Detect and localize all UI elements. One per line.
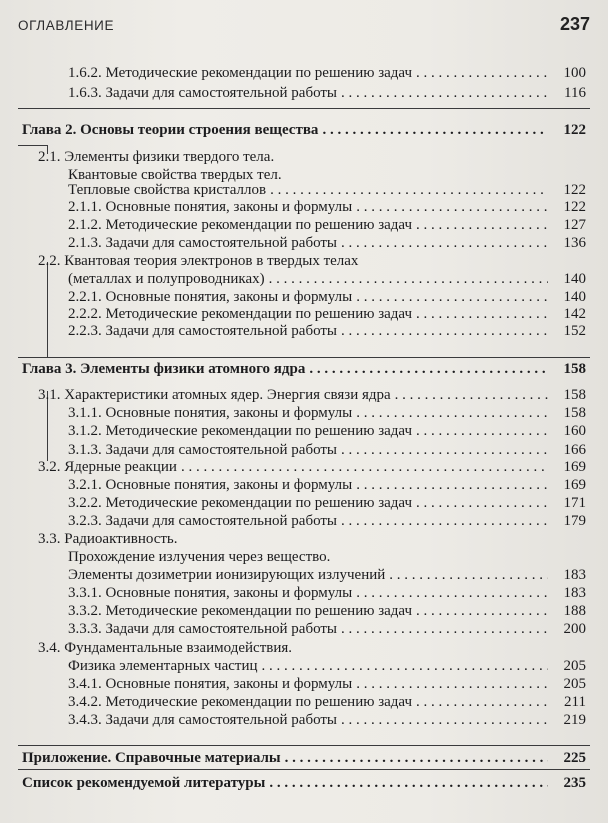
leader-dots	[262, 657, 548, 676]
leader-dots	[269, 774, 548, 793]
leader-dots	[341, 322, 548, 341]
toc-section-entry[interactable]	[38, 458, 586, 477]
leader-dots	[322, 121, 548, 140]
bracket-line	[47, 262, 48, 357]
toc-entry[interactable]	[68, 84, 586, 103]
toc-section-heading-line: Квантовые свойства твердых тел.	[68, 167, 282, 183]
toc-entry[interactable]	[68, 620, 586, 639]
leader-dots	[356, 584, 548, 603]
toc-entry-title: 2.1.1. Основные понятия, законы и формулы	[68, 199, 353, 215]
toc-entry[interactable]	[68, 404, 586, 423]
toc-entry-page: 205	[563, 658, 586, 674]
toc-entry-page: 122	[563, 182, 586, 198]
toc-entry[interactable]	[68, 422, 586, 441]
bracket-line	[18, 145, 48, 146]
leader-dots	[356, 404, 548, 423]
toc-entry-page: 169	[563, 459, 586, 475]
toc-entry-page: 211	[564, 694, 586, 710]
toc-entry-page: 116	[564, 85, 586, 101]
toc-entry[interactable]	[68, 512, 586, 531]
toc-entry-page: 140	[563, 289, 586, 305]
toc-entry-page: 122	[563, 199, 586, 215]
toc-entry-title: Тепловые свойства кристаллов	[68, 182, 267, 198]
toc-entry-title: Глава 3. Элементы физики атомного ядра	[22, 361, 306, 377]
toc-entry-title: 2.2.3. Задачи для самостоятельной работы	[68, 323, 338, 339]
leader-dots	[285, 749, 548, 768]
toc-entry-title: Элементы дозиметрии ионизирующих излучений	[68, 567, 386, 583]
toc-entry-page: 188	[563, 603, 586, 619]
leader-dots	[416, 494, 548, 513]
toc-entry-title: 2.1.3. Задачи для самостоятельной работы	[68, 235, 338, 251]
toc-entry-title: 3.1.3. Задачи для самостоятельной работы	[68, 442, 338, 458]
toc-section-entry[interactable]	[38, 386, 586, 405]
toc-entry-page: 152	[563, 323, 586, 339]
toc-section-heading[interactable]: 2.1. Элементы физики твердого тела.	[38, 149, 275, 165]
toc-entry-title: 3.3.3. Задачи для самостоятельной работы	[68, 621, 338, 637]
leader-dots	[389, 566, 548, 585]
toc-entry-title: 1.6.3. Задачи для самостоятельной работы	[68, 85, 338, 101]
toc-entry-page: 205	[563, 676, 586, 692]
toc-entry[interactable]	[68, 566, 586, 585]
toc-entry-page: 158	[563, 405, 586, 421]
page-number: 237	[559, 14, 590, 34]
leader-dots	[341, 620, 548, 639]
toc-entry-page: 235	[563, 775, 586, 791]
toc-entry[interactable]	[68, 322, 586, 341]
leader-dots	[341, 84, 548, 103]
toc-entry[interactable]	[68, 657, 586, 676]
toc-entry-page: 183	[563, 567, 586, 583]
toc-entry-page: 142	[563, 306, 586, 322]
toc-entry-title: 3.2.1. Основные понятия, законы и формулы	[68, 477, 353, 493]
toc-entry-title: 3.1.2. Методические рекомендации по решению задач	[68, 423, 413, 439]
leader-dots	[341, 234, 548, 253]
leader-dots	[416, 64, 548, 83]
toc-entry[interactable]	[68, 198, 586, 217]
toc-entry[interactable]	[68, 64, 586, 83]
toc-entry[interactable]	[68, 216, 586, 235]
toc-entry-page: 179	[563, 513, 586, 529]
leader-dots	[356, 476, 548, 495]
leader-dots	[181, 458, 548, 477]
toc-entry-title: 3.3.1. Основные понятия, законы и формулы	[68, 585, 353, 601]
section-rule	[18, 357, 590, 358]
toc-entry-title: 3.3.2. Методические рекомендации по решению задач	[68, 603, 413, 619]
toc-entry-page: 225	[563, 750, 586, 766]
toc-entry[interactable]	[68, 234, 586, 253]
toc-entry-page: 200	[563, 621, 586, 637]
toc-entry[interactable]	[68, 711, 586, 730]
toc-entry-title: 3.4.2. Методические рекомендации по решению задач	[68, 694, 413, 710]
toc-entry-title: Физика элементарных частиц	[68, 658, 258, 674]
toc-section-heading-line: Прохождение излучения через вещество.	[68, 549, 331, 565]
toc-entry[interactable]	[68, 494, 586, 513]
running-header-title: ОГЛАВЛЕНИЕ	[18, 18, 115, 33]
toc-entry-title: 1.6.2. Методические рекомендации по решению задач	[68, 65, 413, 81]
toc-entry-title: Список рекомендуемой литературы	[22, 775, 266, 791]
toc-entry-title: 3.4.1. Основные понятия, законы и формулы	[68, 676, 353, 692]
toc-entry-title: 2.2.2. Методические рекомендации по решению задач	[68, 306, 413, 322]
section-rule	[18, 769, 590, 770]
toc-section-heading[interactable]: 2.2. Квантовая теория электронов в твердых телах	[38, 253, 359, 269]
toc-entry-title: Приложение. Справочные материалы	[22, 750, 281, 766]
toc-appendix-entry[interactable]	[22, 749, 586, 768]
toc-entry-title: 3.2. Ядерные реакции	[38, 459, 177, 475]
toc-chapter-entry[interactable]	[22, 121, 586, 140]
toc-entry-page: 219	[563, 712, 586, 728]
toc-entry-page: 100	[563, 65, 586, 81]
toc-entry[interactable]	[68, 476, 586, 495]
leader-dots	[269, 270, 548, 289]
toc-section-heading[interactable]: 3.3. Радиоактивность.	[38, 531, 178, 547]
toc-entry[interactable]	[68, 584, 586, 603]
toc-entry-page: 158	[563, 387, 586, 403]
toc-entry-page: 160	[563, 423, 586, 439]
toc-entry[interactable]	[68, 693, 586, 712]
toc-entry-page: 166	[563, 442, 586, 458]
toc-entry-title: Глава 2. Основы теории строения вещества	[22, 122, 319, 138]
section-rule	[18, 108, 590, 109]
toc-bibliography-entry[interactable]	[22, 774, 586, 793]
toc-entry[interactable]	[68, 602, 586, 621]
section-rule	[18, 745, 590, 746]
leader-dots	[341, 512, 548, 531]
toc-entry-page: 122	[563, 122, 586, 138]
toc-entry-page: 171	[563, 495, 586, 511]
leader-dots	[416, 216, 548, 235]
toc-entry-page: 183	[563, 585, 586, 601]
toc-entry-title: 3.1. Характеристики атомных ядер. Энергия связи ядра	[38, 387, 391, 403]
toc-entry[interactable]	[68, 675, 586, 694]
toc-entry-title: 3.2.2. Методические рекомендации по решению задач	[68, 495, 413, 511]
leader-dots	[395, 386, 548, 405]
leader-dots	[309, 360, 548, 379]
toc-section-heading[interactable]: 3.4. Фундаментальные взаимодействия.	[38, 640, 293, 656]
toc-entry-title: 2.1.2. Методические рекомендации по решению задач	[68, 217, 413, 233]
toc-entry-title: (металлах и полупроводниках)	[68, 271, 265, 287]
leader-dots	[356, 675, 548, 694]
toc-entry-page: 140	[563, 271, 586, 287]
leader-dots	[416, 693, 548, 712]
toc-entry-title: 3.1.1. Основные понятия, законы и формулы	[68, 405, 353, 421]
toc-entry-page: 136	[563, 235, 586, 251]
leader-dots	[416, 422, 548, 441]
toc-entry-title: 3.4.3. Задачи для самостоятельной работы	[68, 712, 338, 728]
toc-entry-title: 2.2.1. Основные понятия, законы и формулы	[68, 289, 353, 305]
leader-dots	[416, 602, 548, 621]
leader-dots	[341, 711, 548, 730]
toc-entry-page: 169	[563, 477, 586, 493]
toc-entry-page: 158	[563, 361, 586, 377]
toc-chapter-entry[interactable]	[22, 360, 586, 379]
toc-entry-page: 127	[563, 217, 586, 233]
leader-dots	[356, 198, 548, 217]
toc-entry[interactable]	[68, 270, 586, 289]
toc-entry-title: 3.2.3. Задачи для самостоятельной работы	[68, 513, 338, 529]
